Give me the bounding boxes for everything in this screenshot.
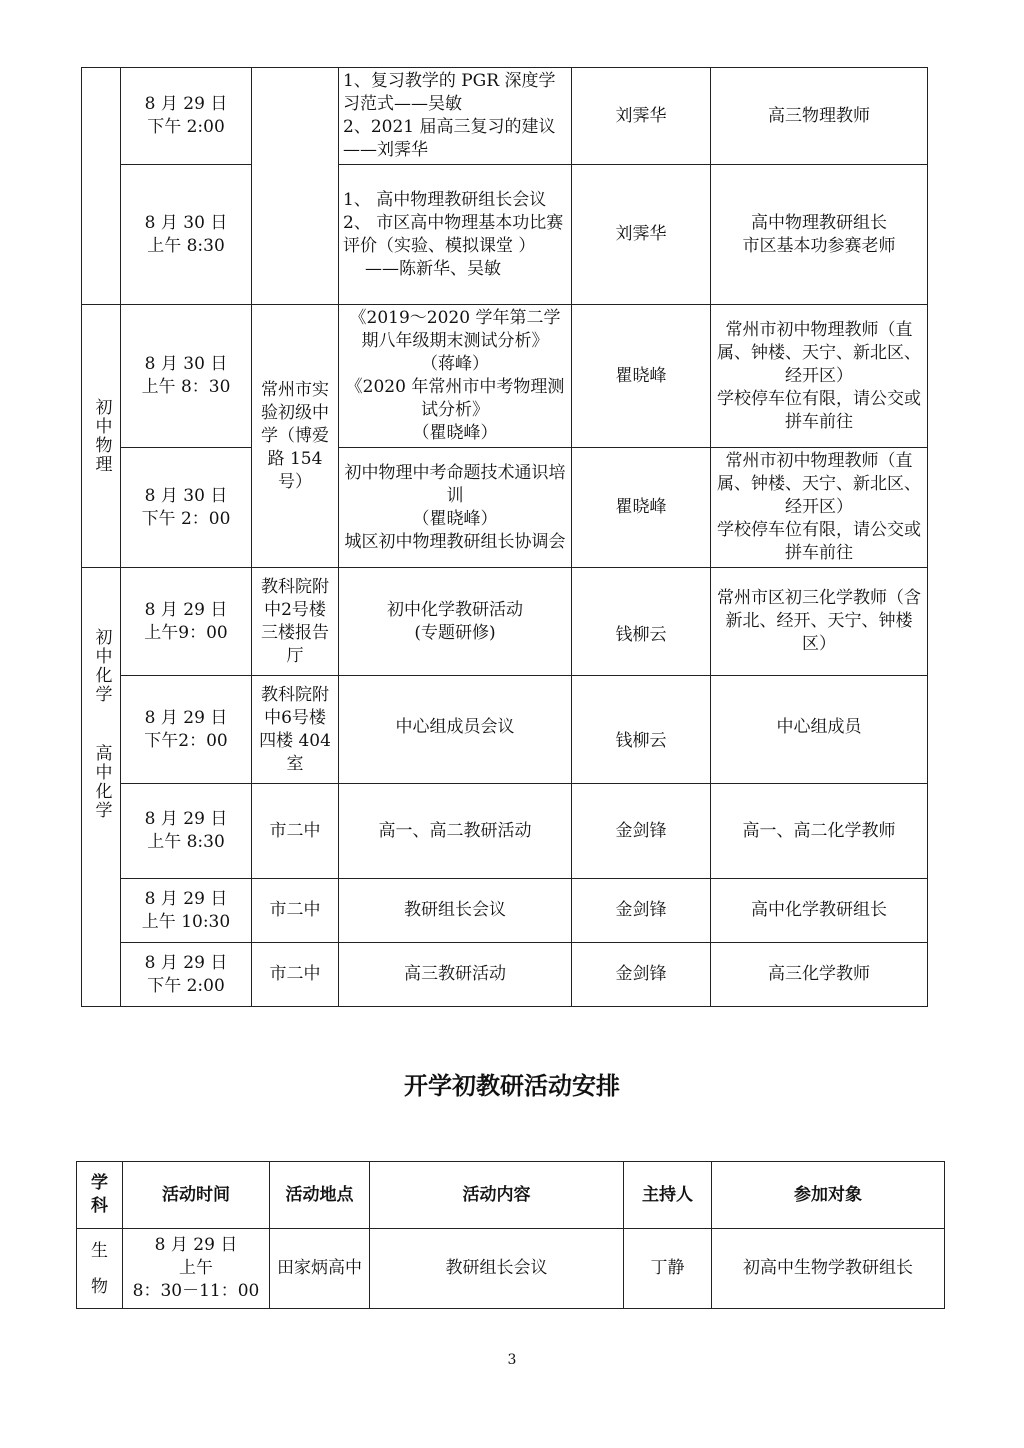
section-title: 开学初教研活动安排 <box>404 1072 620 1100</box>
location-cell: 市二中 <box>252 943 339 1007</box>
host-cell: 钱柳云 <box>572 676 711 784</box>
subject-cell <box>82 568 121 1007</box>
location-cell: 教科院附中2号楼三楼报告厅 <box>252 568 339 676</box>
target-cell: 常州市区初三化学教师（含新北、经开、天宁、钟楼区） <box>711 568 928 676</box>
location-cell: 市二中 <box>252 879 339 943</box>
location-cell: 市二中 <box>252 784 339 879</box>
time-cell: 8 月 30 日 上午 8:30 <box>121 165 252 305</box>
target-cell: 常州市初中物理教师（直属、钟楼、天宁、新北区、经开区） 学校停车位有限，请公交或拼车前往 <box>711 305 928 448</box>
target-cell: 常州市初中物理教师（直属、钟楼、天宁、新北区、经开区） 学校停车位有限，请公交或拼车前往 <box>711 448 928 568</box>
subject-label-junior: 初中化学 <box>91 628 112 704</box>
target-cell: 高中化学教研组长 <box>711 879 928 943</box>
time-cell: 8 月 30 日 下午 2：00 <box>121 448 252 568</box>
content-cell: 教研组长会议 <box>370 1229 624 1309</box>
host-cell: 金剑锋 <box>572 943 711 1007</box>
host-cell: 金剑锋 <box>572 879 711 943</box>
location-cell <box>252 68 339 305</box>
location-cell: 常州市实验初级中学（博爱路 154 号） <box>252 305 339 568</box>
page-number: 3 <box>507 1352 517 1368</box>
content-cell: 初中化学教研活动 (专题研修) <box>339 568 572 676</box>
header-location: 活动地点 <box>270 1162 370 1229</box>
subject-label-high: 高中化学 <box>91 744 112 820</box>
header-host: 主持人 <box>624 1162 712 1229</box>
target-cell: 高三化学教师 <box>711 943 928 1007</box>
schedule-table-continued <box>81 67 928 1007</box>
table-row <box>82 879 928 943</box>
table-row <box>82 784 928 879</box>
content-cell: 中心组成员会议 <box>339 676 572 784</box>
time-cell: 8 月 29 日 下午2：00 <box>121 676 252 784</box>
time-cell: 8 月 30 日 上午 8：30 <box>121 305 252 448</box>
content-cell: 教研组长会议 <box>339 879 572 943</box>
time-cell: 8 月 29 日 下午 2:00 <box>121 68 252 165</box>
host-cell: 瞿晓峰 <box>572 305 711 448</box>
table-row <box>82 305 928 448</box>
location-cell: 教科院附中6号楼四楼 404 室 <box>252 676 339 784</box>
content-cell: 高三教研活动 <box>339 943 572 1007</box>
host-cell: 钱柳云 <box>572 568 711 676</box>
time-cell: 8 月 29 日 上午9：00 <box>121 568 252 676</box>
content-cell: 《2019～2020 学年第二学期八年级期末测试分析》 （蒋峰） 《2020 年常州市中考物理测试分析》 （瞿晓峰） <box>339 305 572 448</box>
schedule-table <box>76 1161 945 1309</box>
table-row <box>82 68 928 165</box>
header-subject: 学科 <box>77 1162 123 1229</box>
host-cell: 瞿晓峰 <box>572 448 711 568</box>
table-row <box>82 568 928 676</box>
subject-cell: 生物 <box>77 1229 123 1309</box>
content-cell: 初中物理中考命题技术通识培训 （瞿晓峰） 城区初中物理教研组长协调会 <box>339 448 572 568</box>
target-cell: 初高中生物学教研组长 <box>712 1229 945 1309</box>
subject-cell <box>82 68 121 305</box>
table-header-row <box>77 1162 945 1229</box>
table-row <box>82 943 928 1007</box>
target-cell: 高中物理教研组长 市区基本功参赛老师 <box>711 165 928 305</box>
content-cell: 1、复习教学的 PGR 深度学习范式——吴敏 2、2021 届高三复习的建议——刘霁华 <box>339 68 572 165</box>
table-row <box>82 676 928 784</box>
subject-cell <box>82 305 121 568</box>
table-row <box>77 1229 945 1309</box>
subject-label: 初中物理 <box>91 398 112 474</box>
target-cell: 高一、高二化学教师 <box>711 784 928 879</box>
time-cell: 8 月 29 日 上午 10:30 <box>121 879 252 943</box>
table-row <box>82 448 928 568</box>
header-content: 活动内容 <box>370 1162 624 1229</box>
time-cell: 8 月 29 日 上午 8：30－11：00 <box>123 1229 270 1309</box>
location-cell: 田家炳高中 <box>270 1229 370 1309</box>
time-cell: 8 月 29 日 下午 2:00 <box>121 943 252 1007</box>
host-cell: 丁静 <box>624 1229 712 1309</box>
content-cell: 高一、高二教研活动 <box>339 784 572 879</box>
header-target: 参加对象 <box>712 1162 945 1229</box>
content-cell: 1、 高中物理教研组长会议 2、 市区高中物理基本功比赛评价（实验、模拟课堂 ） ——陈新华、吴敏 <box>339 165 572 305</box>
host-cell: 刘霁华 <box>572 68 711 165</box>
time-cell: 8 月 29 日 上午 8:30 <box>121 784 252 879</box>
table-row <box>82 165 928 305</box>
target-cell: 中心组成员 <box>711 676 928 784</box>
target-cell: 高三物理教师 <box>711 68 928 165</box>
host-cell: 金剑锋 <box>572 784 711 879</box>
header-time: 活动时间 <box>123 1162 270 1229</box>
host-cell: 刘霁华 <box>572 165 711 305</box>
